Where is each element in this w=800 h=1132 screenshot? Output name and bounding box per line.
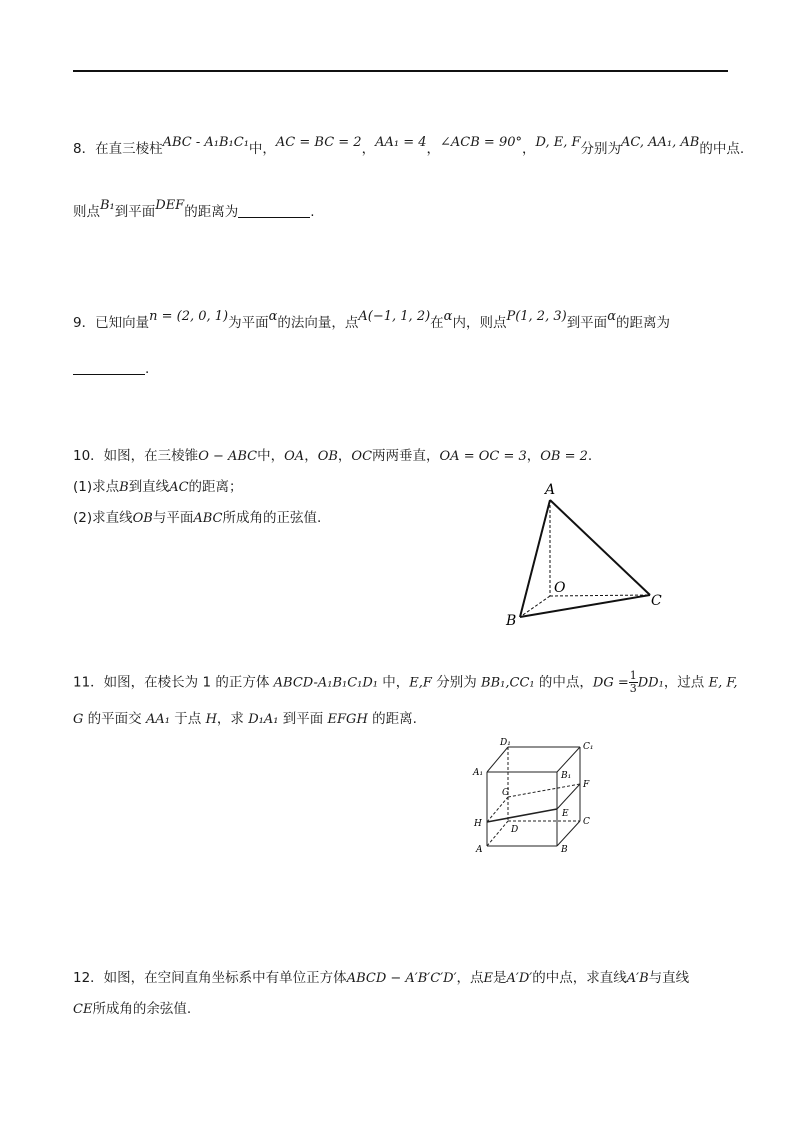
q8-b1: B₁ (100, 198, 115, 213)
q8-text: 则点 (73, 204, 100, 220)
q8-aa1: AA₁ = 4 (375, 135, 427, 150)
header-rule (73, 70, 728, 72)
q10-pyramid: O − ABC (198, 449, 258, 464)
q11-line-1 (73, 670, 738, 695)
q12-number: 12．如图，在空间直角坐标系中有单位正方体 (73, 970, 347, 986)
q10-text: . (587, 448, 593, 464)
q10-abc: ABC (193, 511, 223, 526)
q11-d1a1: D₁A₁ (248, 712, 279, 727)
q8-edges: AC, AA₁, AB (620, 135, 700, 150)
q11-text: 的中点， (534, 674, 593, 691)
q8-answer-blank[interactable] (238, 204, 310, 218)
q9-number: 9．已知向量 (73, 315, 150, 331)
q12-text: 所成角的余弦值. (92, 1001, 192, 1017)
label-e: E (562, 809, 569, 819)
q11-text: 中， (378, 674, 410, 691)
q12-ce: CE (73, 1002, 93, 1017)
q10-line-1 (73, 447, 592, 466)
label-o: O (554, 580, 566, 596)
q9-alpha: α (607, 309, 616, 324)
q11-dd1: DD₁ (637, 675, 664, 691)
q8-sep: ， (361, 141, 376, 157)
q12-line-1 (73, 969, 689, 988)
label-a1: A₁ (473, 768, 484, 778)
q11-points: E, F, (708, 675, 738, 691)
label-b: B (561, 845, 568, 855)
q12-text: ，点 (456, 970, 484, 986)
edge-he (487, 809, 557, 822)
q9-alpha: α (443, 309, 453, 324)
q12-text: 是 (493, 970, 507, 986)
q12-cube: ABCD − A′B′C′D′ (346, 971, 457, 986)
q10-text: 的距离； (188, 479, 243, 495)
q8-angle: ∠ACB = 90° (440, 135, 522, 150)
q8-ac-bc: AC = BC = 2 (275, 135, 362, 150)
q10-pyramid-figure (500, 480, 680, 630)
q12-line-2 (73, 1000, 191, 1019)
q9-vector: n = (2, 0, 1) (149, 309, 229, 324)
q8-text: 的距离为 (184, 204, 239, 220)
q11-cube-figure (470, 736, 610, 856)
q11-edges: BB₁,CC₁ (481, 675, 535, 691)
q11-text: 分别为 (431, 674, 482, 691)
q10-ob: OB (317, 449, 338, 464)
q9-point-p: P(1, 2, 3) (506, 309, 567, 324)
q12-text: 与直线 (648, 970, 690, 986)
q9-answer-blank[interactable] (73, 361, 145, 375)
label-h: H (474, 819, 482, 829)
q10-text: 中， (257, 448, 285, 464)
label-b: B (506, 613, 517, 629)
q10-text: ， (337, 448, 352, 464)
q11-aa1: AA₁ (145, 712, 170, 727)
q11-text: ，过点 (663, 674, 709, 691)
q10-oa: OA (284, 449, 305, 464)
q11-efgh: EFGH (327, 712, 368, 727)
q11-text: ，求 (216, 711, 249, 727)
q11-text: 的平面交 (83, 711, 146, 727)
q8-text: . (310, 204, 315, 220)
q11-cube: ABCD-A₁B₁C₁D₁ (273, 675, 378, 691)
edge-ef (557, 784, 580, 809)
q12-ad: A′D′ (506, 971, 533, 986)
q10-text: (2)求直线 (73, 510, 133, 526)
q9-text: 内，则点 (452, 315, 507, 331)
q10-b: B (119, 480, 129, 495)
q11-frac-den: 3 (629, 682, 637, 695)
q9-alpha: α (268, 309, 278, 324)
edge-ad (487, 821, 508, 846)
q11-text: 于点 (169, 711, 206, 727)
q11-text: 的距离. (367, 711, 417, 727)
q10-text: 两两垂直， (372, 448, 440, 464)
q10-text: (1)求点 (73, 479, 120, 495)
label-c1: C₁ (583, 742, 594, 752)
label-d1: D₁ (500, 738, 511, 748)
q8-text: 中， (248, 141, 276, 157)
q9-text: 的距离为 (615, 315, 670, 331)
label-g: G (502, 788, 510, 798)
q10-ob: OB (132, 511, 153, 526)
q9-text: 的法向量，点 (277, 315, 359, 331)
q10-text: 与平面 (152, 510, 194, 526)
edge-bc (557, 821, 580, 846)
edge-bc (520, 595, 650, 617)
q10-text: 到直线 (128, 479, 170, 495)
q8-number: 8．在直三棱柱 (73, 141, 163, 157)
label-b1: B₁ (561, 771, 572, 781)
q9-text: 为平面 (228, 315, 269, 331)
label-a: A (545, 482, 556, 498)
q10-ob-length: OB = 2 (540, 449, 588, 464)
q10-number: 10．如图，在三棱锥 (73, 448, 199, 464)
q8-prism: ABC - A₁B₁C₁ (162, 135, 249, 150)
q8-text: 的中点. (699, 141, 745, 157)
q11-frac-num: 1 (629, 669, 637, 682)
q11-h: H (205, 712, 217, 727)
q11-number: 11．如图，在棱长为 1 的正方体 (73, 674, 274, 691)
q10-text: 所成角的正弦值. (222, 510, 322, 526)
q9-point-a: A(−1, 1, 2) (358, 309, 431, 324)
q11-text: 到平面 (278, 711, 328, 727)
label-d: D (511, 825, 519, 835)
q8-sep: ， (521, 141, 536, 157)
q11-g: G (73, 712, 84, 727)
q12-e: E (483, 971, 494, 986)
q9-line-2 (73, 360, 149, 378)
edge-b1c1 (557, 747, 580, 772)
q11-fraction (629, 670, 638, 695)
q8-line-2 (73, 198, 315, 222)
q8-text: 到平面 (114, 204, 156, 220)
q10-text: ， (526, 448, 541, 464)
q10-lengths: OA = OC = 3 (439, 449, 527, 464)
q9-text: . (145, 361, 150, 377)
q9-text: 到平面 (566, 315, 608, 331)
q10-part-1 (73, 478, 243, 497)
q8-sep: ， (426, 141, 440, 157)
q11-ef: E,F (409, 675, 432, 691)
label-f: F (583, 780, 590, 790)
q10-text: ， (304, 448, 318, 464)
q8-text: 分别为 (580, 141, 621, 157)
q9-text: 在 (430, 315, 444, 331)
label-a: A (476, 845, 483, 855)
q10-part-2 (73, 509, 321, 528)
q8-line-1 (73, 135, 745, 159)
q11-line-2 (73, 710, 417, 729)
q10-ac: AC (169, 480, 189, 495)
label-c: C (583, 817, 590, 827)
q10-oc: OC (351, 449, 373, 464)
q8-points: D, E, F (535, 135, 581, 150)
edge-a1d1 (487, 747, 508, 772)
q9-line-1 (73, 309, 670, 333)
q12-text: 的中点，求直线 (532, 970, 627, 986)
label-c: C (651, 593, 662, 609)
q11-dg: DG = (592, 675, 629, 691)
q8-plane: DEF (155, 198, 185, 213)
q12-ab: A′B (626, 971, 649, 986)
